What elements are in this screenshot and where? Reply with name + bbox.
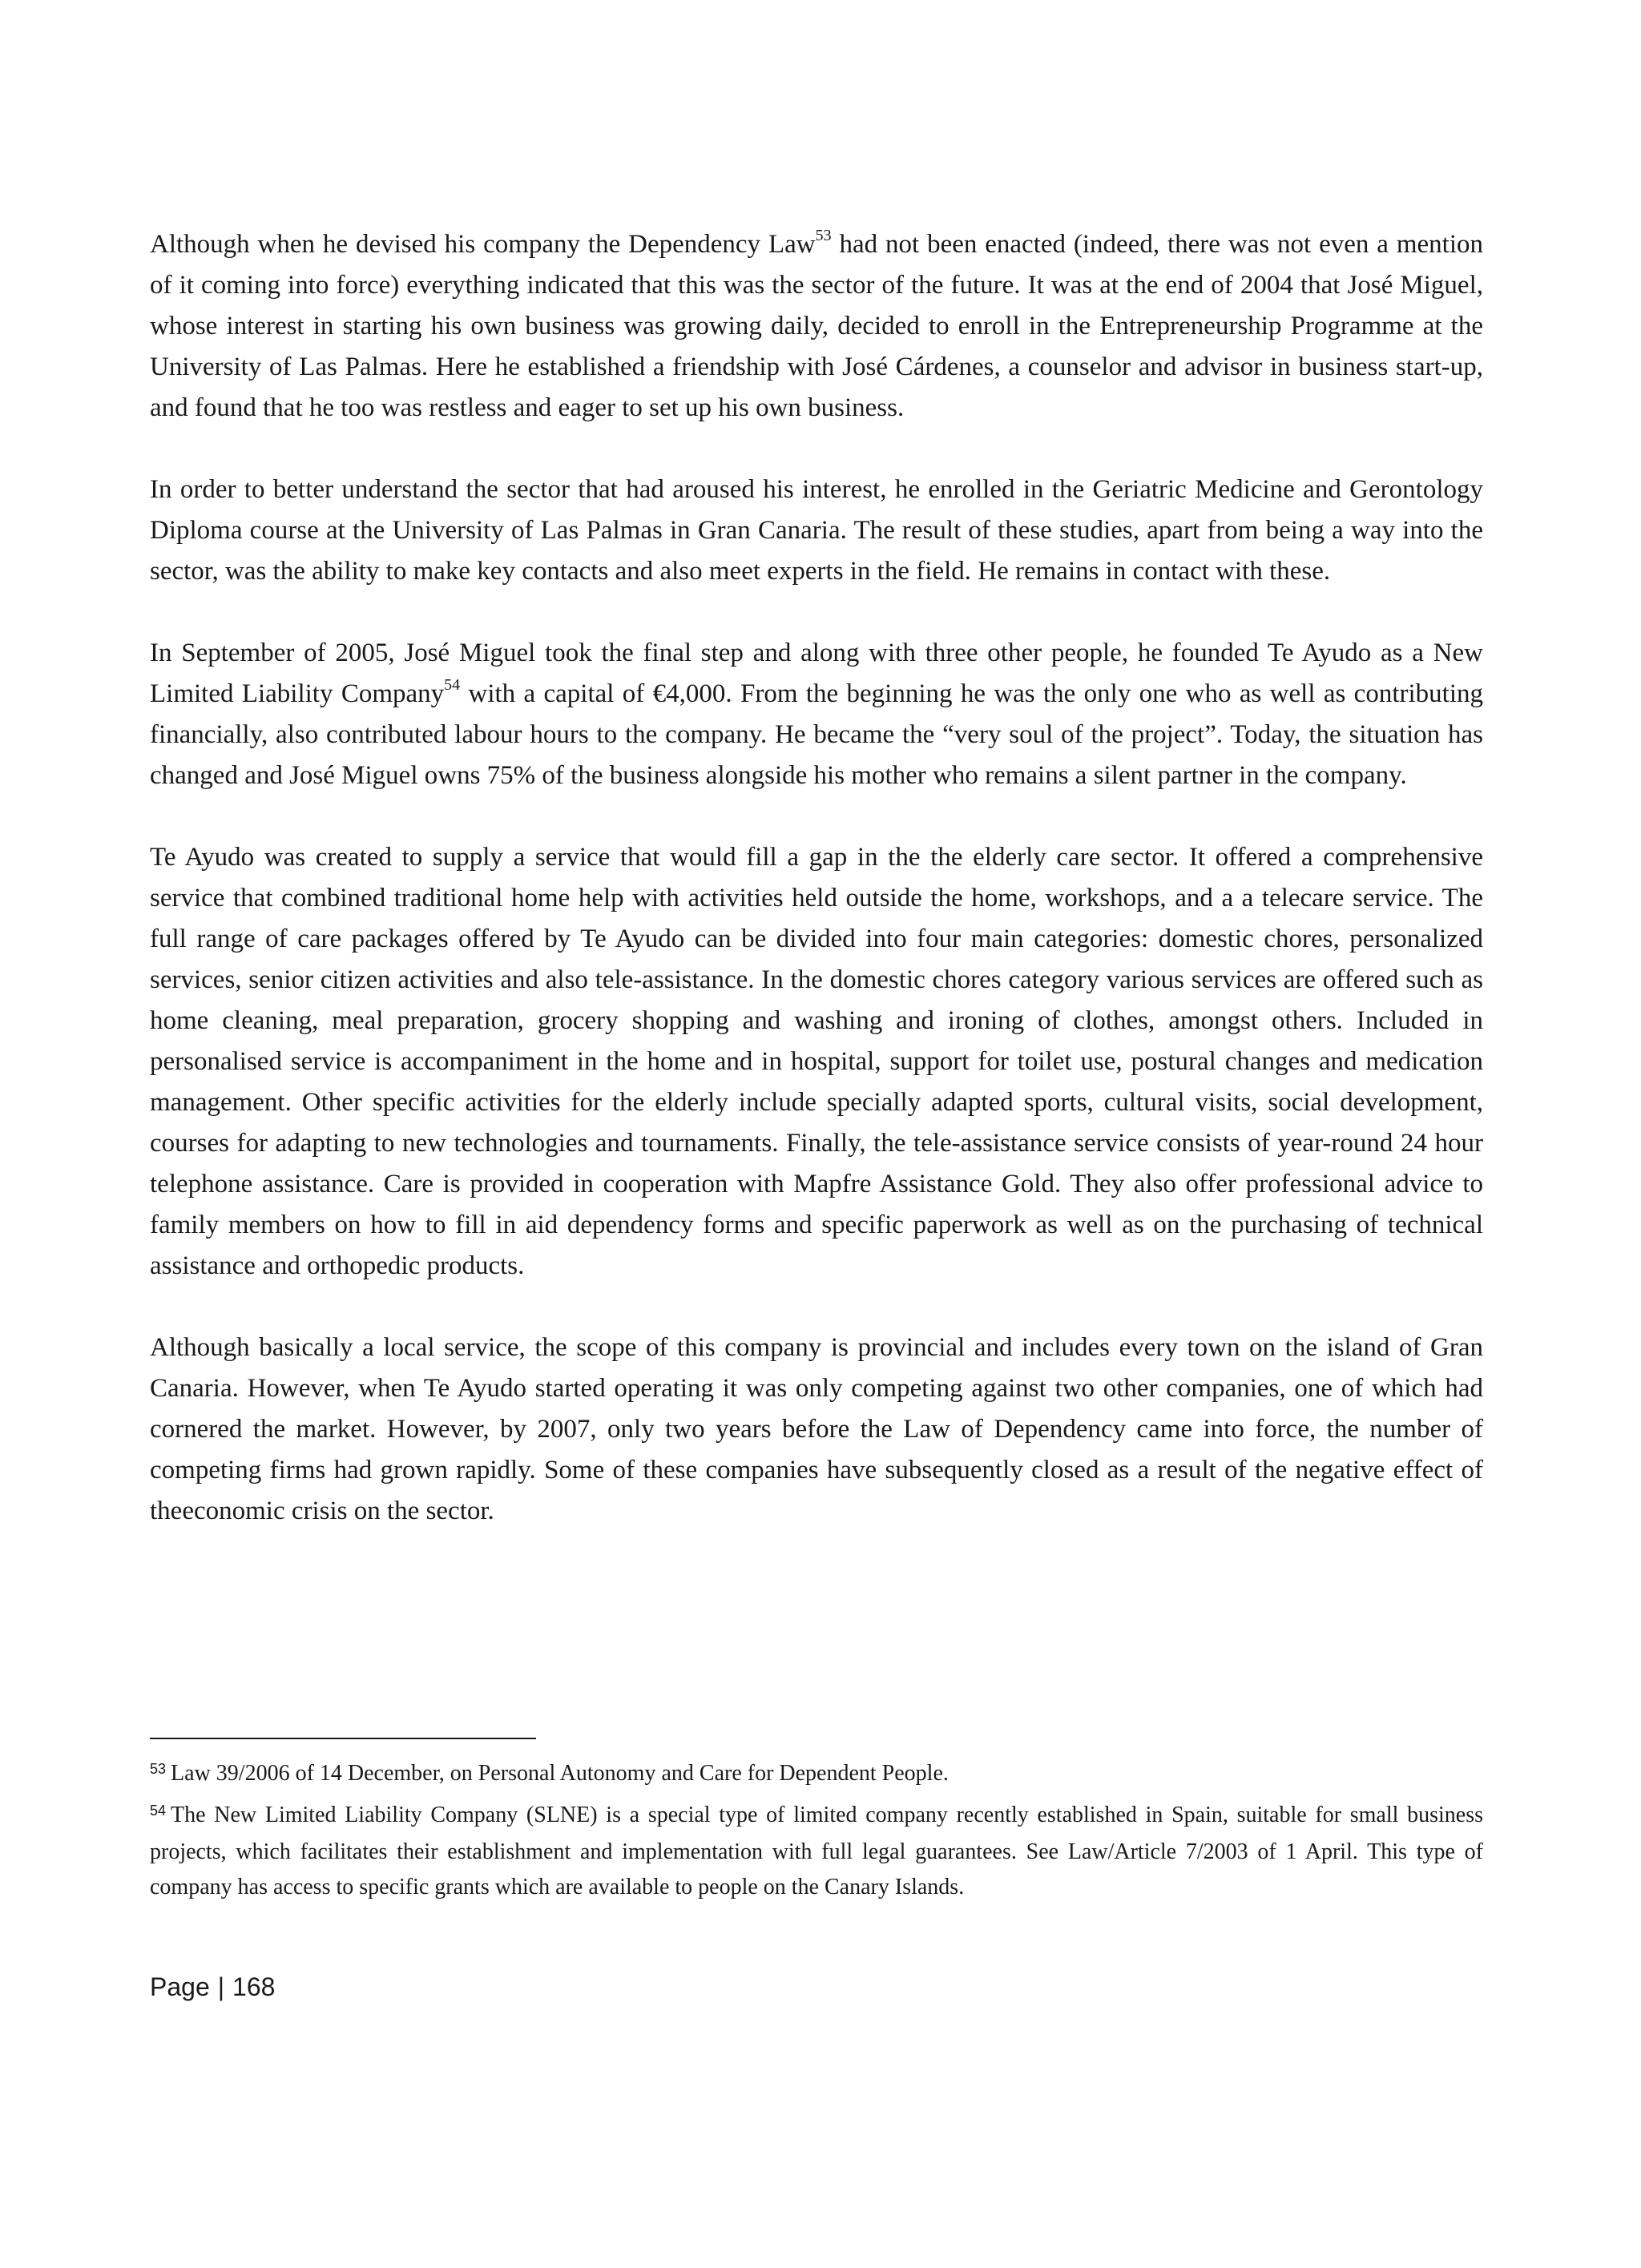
- page-label: Page: [150, 1972, 210, 2001]
- paragraph-3-text-b: with a capital of €4,000. From the beginning he was the only one who as well as contributing financially, also contributed labour hours to the company. He became the “very soul of the project”. Today, the situation has changed and José Miguel owns 75% of the business alongside his mother who remains a silent partner in the company.: [150, 679, 1483, 790]
- page-number: 168: [232, 1972, 276, 2001]
- page-separator: |: [217, 1972, 225, 2001]
- body-text: [150, 224, 1483, 1532]
- paragraph-1-text-a: Although when he devised his company the Dependency Law: [150, 230, 816, 259]
- paragraph-2: In order to better understand the sector that had aroused his interest, he enrolled in the Geriatric Medicine and Gerontology Diploma course at the University of Las Palmas in Gran Canaria. The result of these studies, apart from being a way into the sector, was the ability to make key contacts and also meet experts in the field. He remains in contact with these.: [150, 475, 1483, 586]
- footnote-53-marker: 53: [150, 1761, 167, 1777]
- footnote-ref-54[interactable]: 54: [444, 676, 461, 694]
- footnote-54-marker: 54: [150, 1803, 167, 1819]
- paragraph-5: Although basically a local service, the scope of this company is provincial and includes every town on the island of Gran Canaria. However, when Te Ayudo started operating it was only competing against two other companies, one of which had cornered the market. However, by 2007, only two years before the Law of Dependency came into force, the number of competing firms had grown rapidly. Some of these companies have subsequently closed as a result of the negative effect of theeconomic crisis on the sector.: [150, 1333, 1483, 1525]
- footnote-54-text: The New Limited Liability Company (SLNE) is a special type of limited company recently established in Spain, suitable for small business projects, which facilitates their establishment and implementation with full legal guarantees. See Law/Article 7/2003 of 1 April. This type of company has access to specific grants which are available to people on the Canary Islands.: [150, 1803, 1483, 1899]
- paragraph-4: Te Ayudo was created to supply a service that would fill a gap in the the elderly care sector. It offered a comprehensive service that combined traditional home help with activities held outside the home, workshops, and a a telecare service. The full range of care packages offered by Te Ayudo can be divided into four main categories: domestic chores, personalized services, senior citizen activities and also tele-assistance. In the domestic chores category various services are offered such as home cleaning, meal preparation, grocery shopping and washing and ironing of clothes, amongst others. Included in personalised service is accompaniment in the home and in hospital, support for toilet use, postural changes and medication management. Other specific activities for the elderly include specially adapted sports, cultural visits, social development, courses for adapting to new technologies and tournaments. Finally, the tele-assistance service consists of year-round 24 hour telephone assistance. Care is provided in cooperation with Mapfre Assistance Gold. They also offer professional advice to family members on how to fill in aid dependency forms and specific paperwork as well as on the purchasing of technical assistance and orthopedic products.: [150, 843, 1483, 1280]
- paragraph-1-text-b: had not been enacted (indeed, there was not even a mention of it coming into force) everything indicated that this was the sector of the future. It was at the end of 2004 that José Miguel, whose interest in starting his own business was growing daily, decided to enroll in the Entrepreneurship Programme at the University of Las Palmas. Here he established a friendship with José Cárdenes, a counselor and advisor in business start-up, and found that he too was restless and eager to set up his own business.: [150, 230, 1483, 422]
- footnote-53: [150, 1756, 1483, 1793]
- footnote-ref-53[interactable]: 53: [815, 227, 832, 244]
- footnote-divider: [150, 1738, 536, 1739]
- paragraph-1: [150, 224, 1483, 429]
- footnotes: [150, 1756, 1483, 1910]
- page-number-footer: [150, 1971, 275, 2003]
- paragraph-3-text-a: In September of 2005, José Miguel took the final step and along with three other people, he founded Te Ayudo as a New Limited Liability Company: [150, 639, 1483, 708]
- footnote-54: [150, 1798, 1483, 1905]
- footnote-53-text: Law 39/2006 of 14 December, on Personal Autonomy and Care for Dependent People.: [171, 1761, 949, 1786]
- paragraph-3: [150, 633, 1483, 796]
